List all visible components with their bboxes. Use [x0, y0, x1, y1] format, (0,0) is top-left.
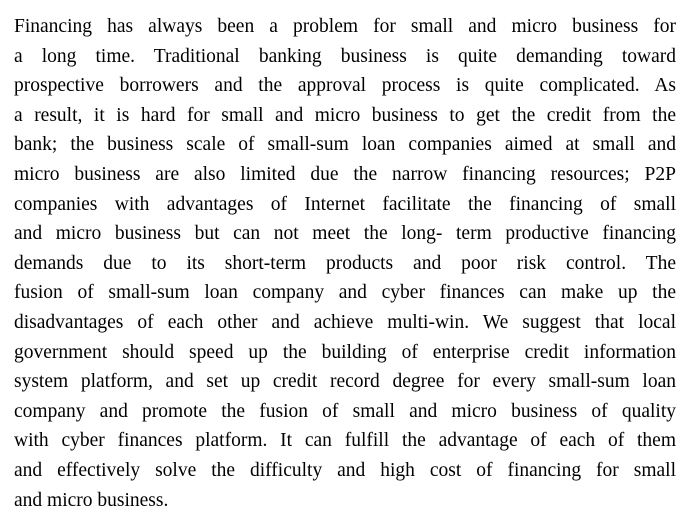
- text-line: fusion of small-sum loan company and cyber finances can make up the: [14, 282, 676, 304]
- text-line: Financing has always been a problem for small and micro business for: [14, 16, 676, 37]
- text-line: and micro business but can not meet the long- term productive financing: [14, 223, 676, 245]
- text-line: prospective borrowers and the approval process is quite complicated. As: [14, 75, 676, 97]
- text-line: micro business are also limited due the narrow financing resources; P2P: [14, 163, 676, 185]
- text-line: bank; the business scale of small-sum loan companies aimed at small and: [14, 134, 676, 156]
- text-line: company and promote the fusion of small and micro business of quality: [14, 400, 676, 422]
- text-line: a result, it is hard for small and micro business to get the credit from the: [14, 104, 676, 126]
- text-line: a long time. Traditional banking business is quite demanding toward: [14, 45, 676, 67]
- text-line: and effectively solve the difficulty and high cost of financing for small: [14, 459, 676, 481]
- text-line: disadvantages of each other and achieve multi-win. We suggest that local: [14, 311, 676, 333]
- body-paragraph: [14, 12, 676, 515]
- text-line: government should speed up the building of enterprise credit information: [14, 341, 676, 363]
- text-line-last: and micro business.: [14, 489, 169, 511]
- text-line: system platform, and set up credit record degree for every small-sum loan: [14, 371, 676, 393]
- text-line: companies with advantages of Internet facilitate the financing of small: [14, 193, 676, 215]
- text-line: demands due to its short-term products and poor risk control. The: [14, 252, 676, 274]
- document-page: [14, 12, 676, 515]
- text-line: with cyber finances platform. It can fulfill the advantage of each of them: [14, 430, 676, 452]
